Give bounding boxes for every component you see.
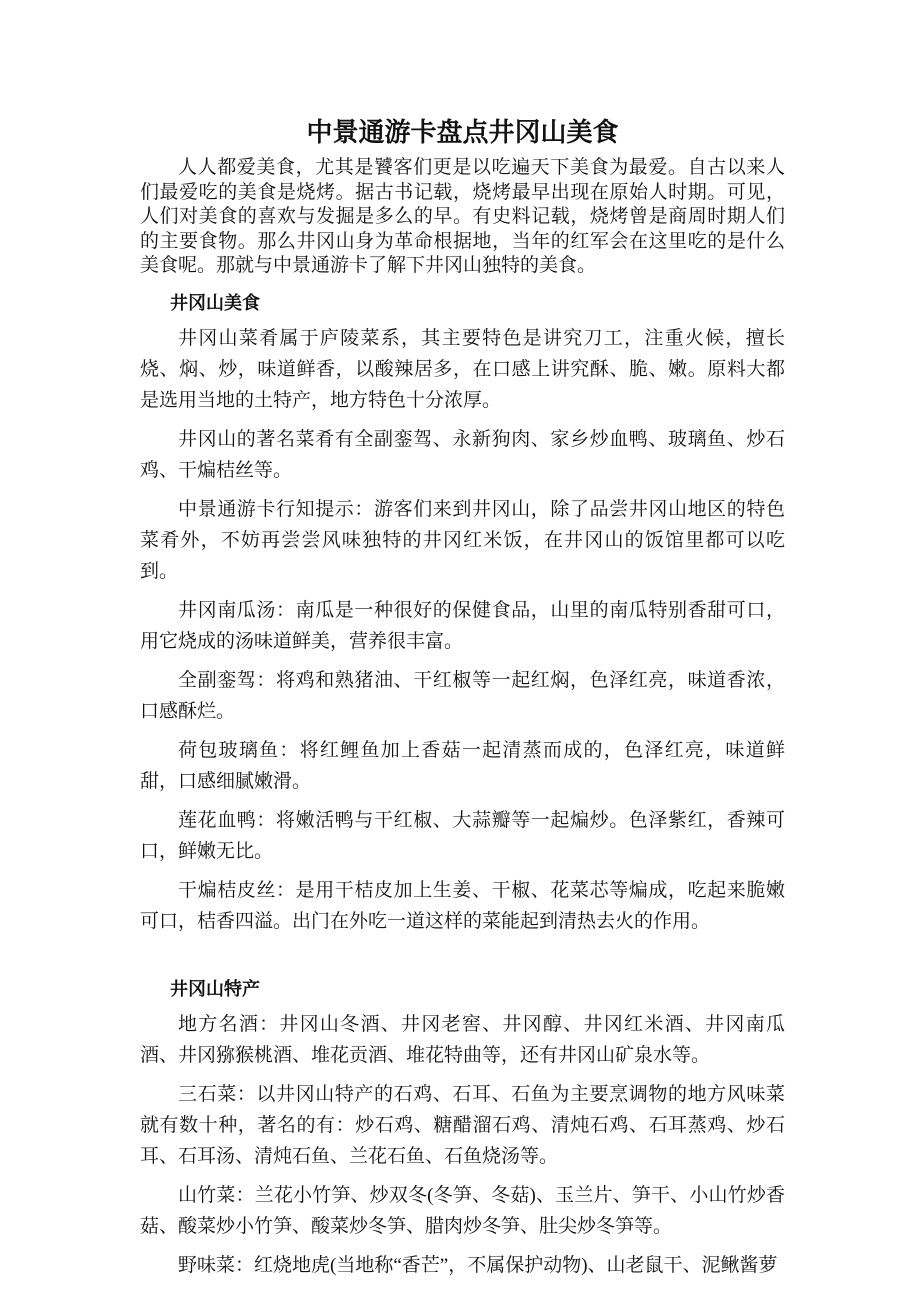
document-page <box>140 116 785 1289</box>
paragraph: 山竹菜：兰花小竹笋、炒双冬(冬笋、冬菇)、玉兰片、笋干、小山竹炒香菇、酸菜炒小竹笋、酸菜炒冬笋、腊肉炒冬笋、肚尖炒冬笋等。 <box>140 1184 785 1237</box>
section-heading-food: 井冈山美食 <box>170 292 260 314</box>
paragraph: 莲花血鸭：将嫩活鸭与干红椒、大蒜瓣等一起煸炒。色泽紫红，香辣可口，鲜嫩无比。 <box>140 809 785 862</box>
paragraph: 地方名酒：井冈山冬酒、井冈老窖、井冈醇、井冈红米酒、井冈南瓜酒、井冈猕猴桃酒、堆花贡酒、堆花特曲等，还有井冈山矿泉水等。 <box>140 1013 785 1066</box>
document-title: 中景通游卡盘点井冈山美食 <box>306 118 619 148</box>
section-heading-specialties: 井冈山特产 <box>170 978 260 1000</box>
blank-line <box>140 945 785 975</box>
paragraph: 井冈山的著名菜肴有全副銮驾、永新狗肉、家乡炒血鸭、玻璃鱼、炒石鸡、干煸桔丝等。 <box>140 428 785 481</box>
paragraph: 干煸桔皮丝：是用干桔皮加上生姜、干椒、花菜芯等煸成，吃起来脆嫩可口，桔香四溢。出门在外吃一道这样的菜能起到清热去火的作用。 <box>140 879 785 932</box>
intro-paragraph: 人人都爱美食，尤其是饕客们更是以吃遍天下美食为最爱。自古以来人们最爱吃的美食是烧烤。据古书记载，烧烤最早出现在原始人时期。可见，人们对美食的喜欢与发掘是多么的早。有史料记载，烧烤曾是商周时期人们的主要食物。那么井冈山身为革命根据地，当年的红军会在这里吃的是什么美食呢。那就与中景通游卡了解下井冈山独特的美食。 <box>140 157 785 276</box>
paragraph: 井冈南瓜汤：南瓜是一种很好的保健食品，山里的南瓜特别香甜可口，用它烧成的汤味道鲜美，营养很丰富。 <box>140 599 785 652</box>
paragraph: 野味菜：红烧地虎(当地称“香芒”，不属保护动物)、山老鼠干、泥鳅酱萝 <box>178 1254 778 1276</box>
paragraph: 井冈山菜肴属于庐陵菜系，其主要特色是讲究刀工，注重火候，擅长烧、焖、炒，味道鲜香，以酸辣居多，在口感上讲究酥、脆、嫩。原料大都是选用当地的土特产，地方特色十分浓厚。 <box>140 327 785 411</box>
paragraph: 荷包玻璃鱼：将红鲤鱼加上香菇一起清蒸而成的，色泽红亮，味道鲜甜，口感细腻嫩滑。 <box>140 739 785 792</box>
paragraph: 全副銮驾：将鸡和熟猪油、干红椒等一起红焖，色泽红亮，味道香浓，口感酥烂。 <box>140 669 785 722</box>
paragraph: 中景通游卡行知提示：游客们来到井冈山，除了品尝井冈山地区的特色菜肴外，不妨再尝尝风味独特的井冈红米饭，在井冈山的饭馆里都可以吃到。 <box>140 498 785 582</box>
paragraph: 三石菜：以井冈山特产的石鸡、石耳、石鱼为主要烹调物的地方风味菜就有数十种，著名的有：炒石鸡、糖醋溜石鸡、清炖石鸡、石耳蒸鸡、炒石耳、石耳汤、清炖石鱼、兰花石鱼、石鱼烧汤等。 <box>140 1083 785 1167</box>
